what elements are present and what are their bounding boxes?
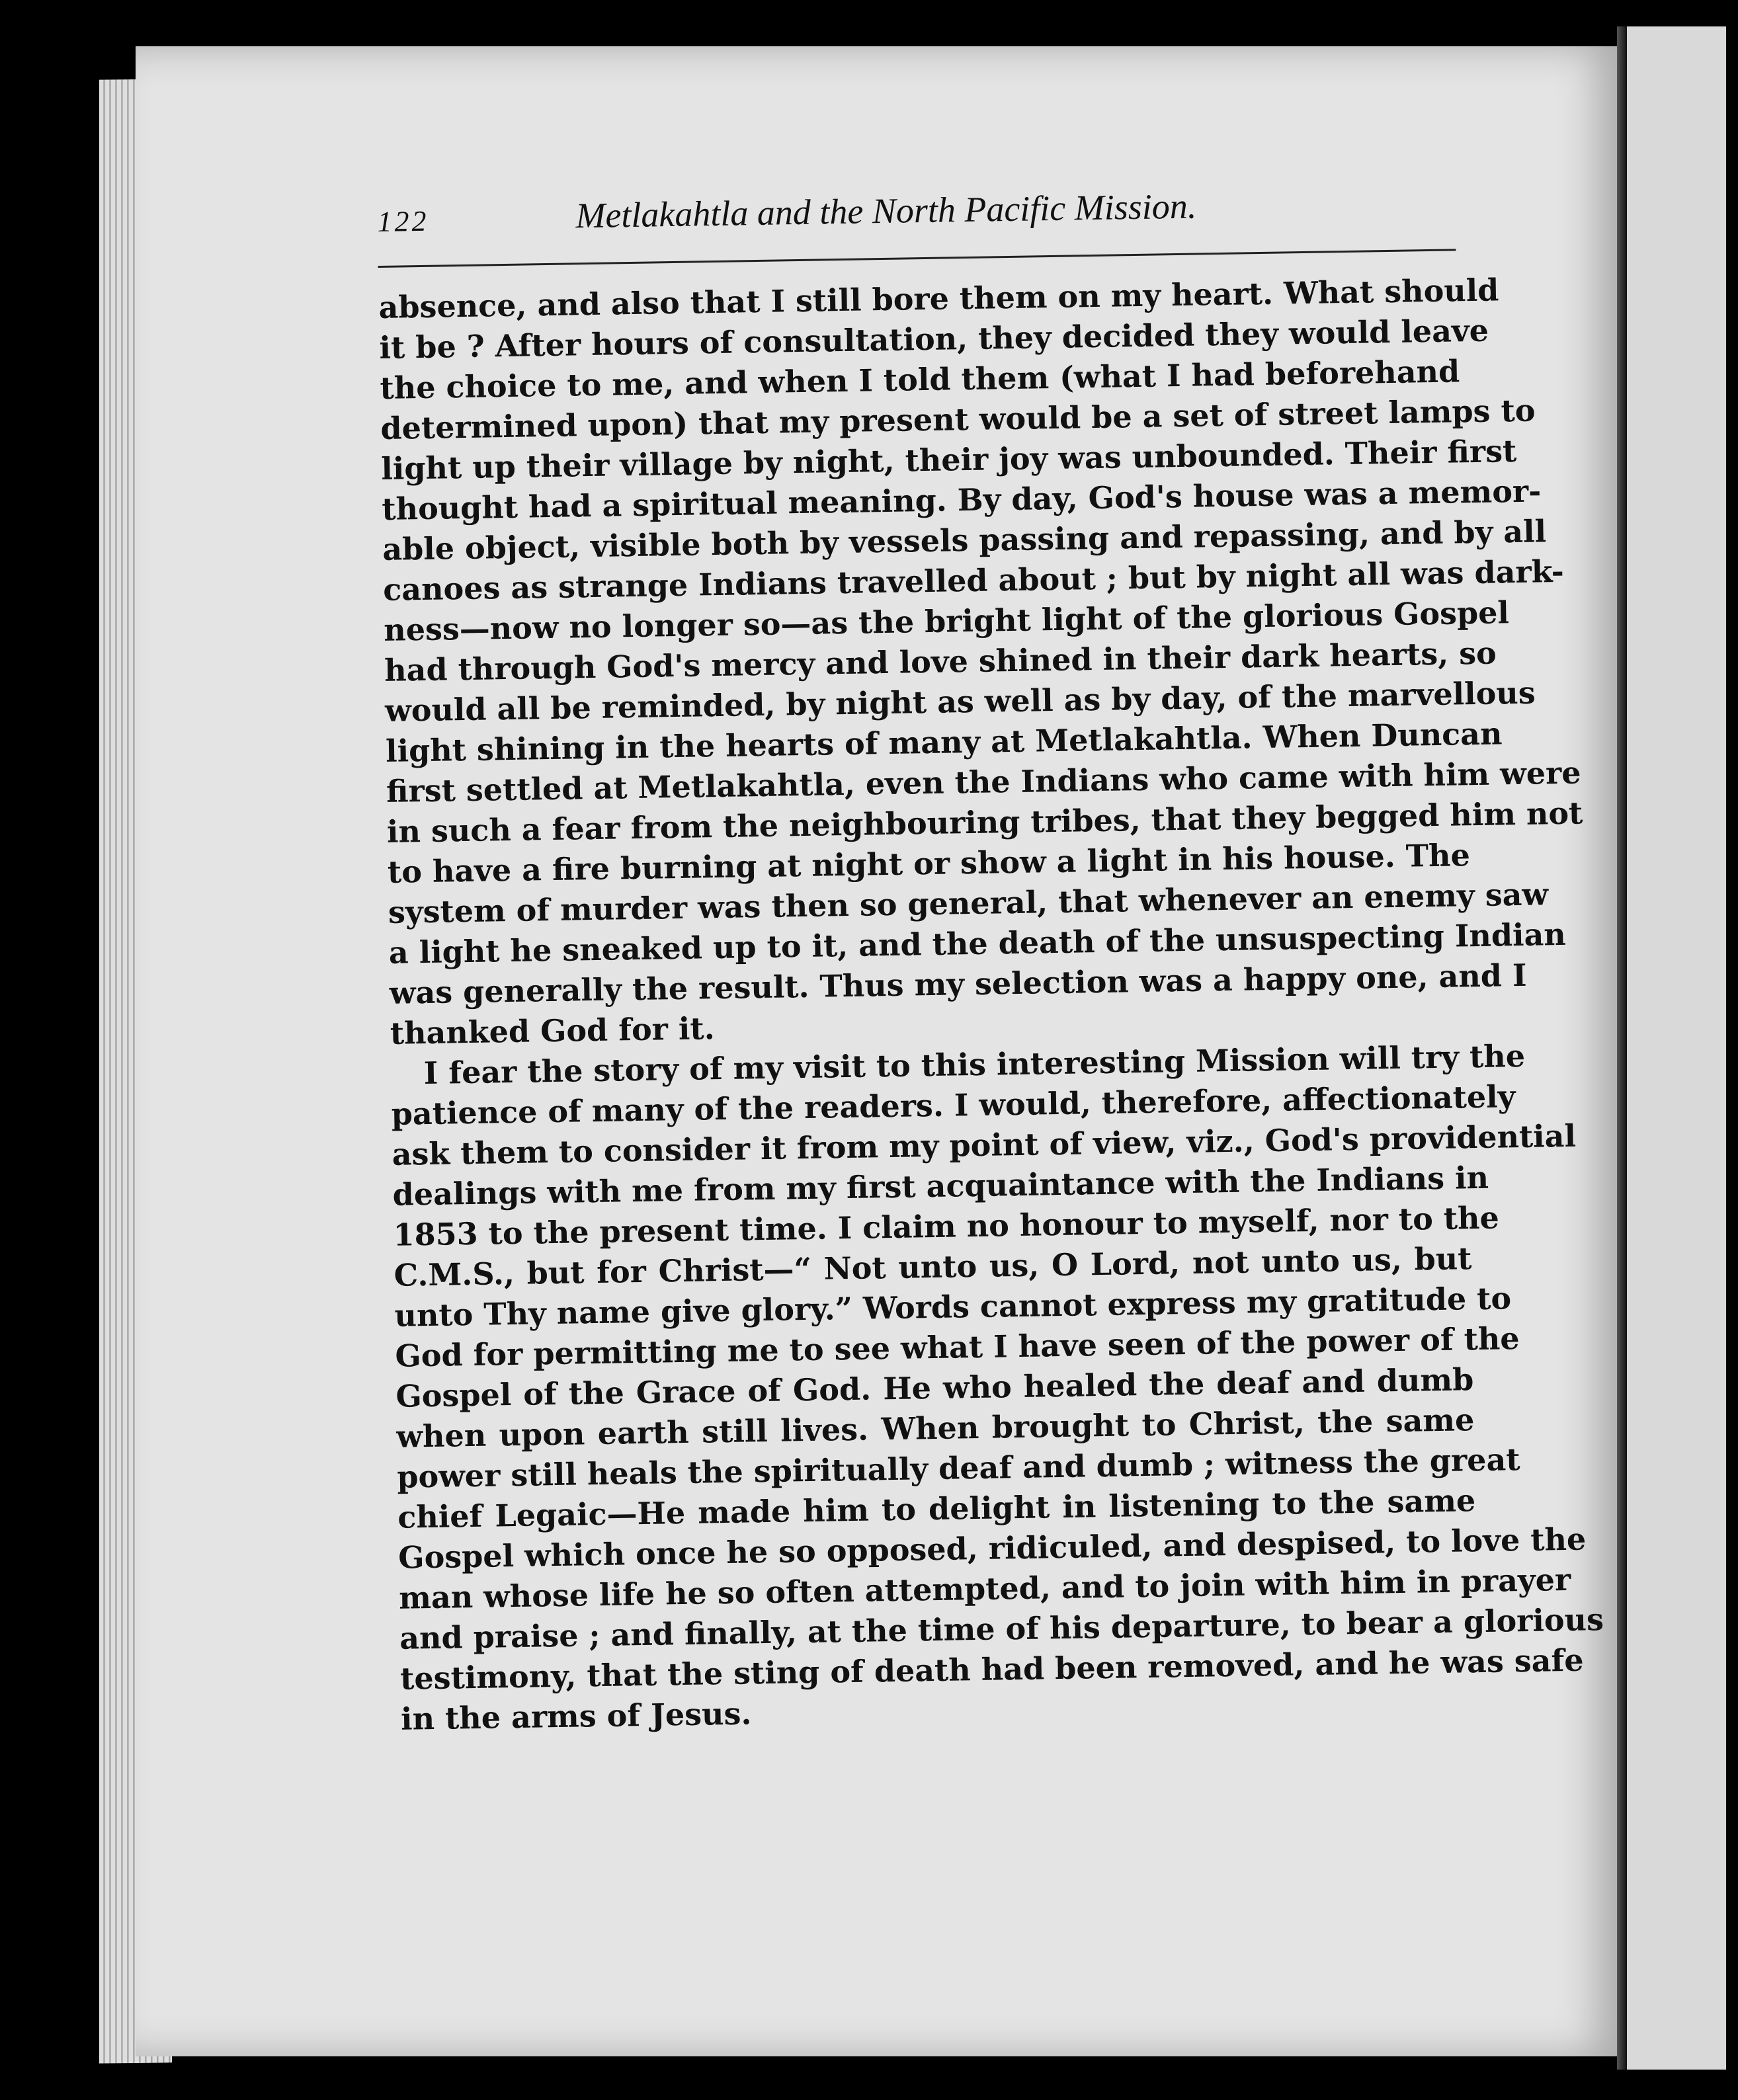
text-line: C.M.S., but for Christ—“ Not unto us, O Lord, not unto us, but <box>393 1240 1472 1293</box>
text-line: canoes as strange Indians travelled about ; but by night all was dark- <box>382 553 1565 608</box>
text-line: would all be reminded, by night as well as by day, of the marvellous <box>384 674 1536 729</box>
text-line: in such a fear from the neighbouring tribes, that they begged him not <box>386 795 1583 850</box>
right-page-edge <box>1627 26 1726 2070</box>
text-line: able object, visible both by vessels passing and repassing, and by all <box>382 513 1547 567</box>
text-line: Gospel of the Grace of God. He who healed the deaf and dumb <box>395 1361 1474 1414</box>
paragraph-1 <box>378 270 1583 1054</box>
text-line: had through God's mercy and love shined in their dark hearts, so <box>384 635 1497 688</box>
text-line: in the arms of Jesus. <box>400 1695 752 1737</box>
text-line: the choice to me, and when I told them (what I had beforehand <box>380 353 1460 406</box>
text-line: was generally the result. Thus my selection was a happy one, and I <box>389 957 1527 1011</box>
text-line: ness—now no longer so—as the bright light of the glorious Gospel <box>383 594 1510 648</box>
text-line: determined upon) that my present would be a set of street lamps to <box>380 392 1536 446</box>
text-line: light shining in the hearts of many at Metlakahtla. When Duncan <box>385 715 1503 769</box>
header-rule <box>378 249 1456 268</box>
text-line: first settled at Metlakahtla, even the Indians who came with him were <box>386 754 1581 809</box>
page-content <box>377 181 1604 1740</box>
text-line: patience of many of the readers. I would, therefore, affectionately <box>391 1078 1516 1132</box>
text-line: and praise ; and finally, at the time of his departure, to bear a glorious <box>399 1601 1604 1656</box>
text-line: light up their village by night, their joy was unbounded. Their first <box>381 432 1517 487</box>
text-line: system of murder was then so general, that whenever an enemy saw <box>388 876 1549 930</box>
text-line: thought had a spiritual meaning. By day, God's house was a memor- <box>381 473 1542 527</box>
text-line: absence, and also that I still bore them on my heart. What should <box>378 272 1499 325</box>
text-line: power still heals the spiritually deaf and dumb ; witness the great <box>396 1441 1520 1495</box>
text-line: 1853 to the present time. I claim no honour to myself, nor to the <box>393 1199 1500 1253</box>
text-line: when upon earth still lives. When brought to Christ, the same <box>395 1402 1475 1455</box>
text-line: Gospel which once he so opposed, ridiculed, and despised, to love the <box>397 1521 1587 1576</box>
text-line: testimony, that the sting of death had been removed, and he was safe <box>399 1642 1584 1697</box>
text-line: I fear the story of my visit to this interesting Mission will try the <box>423 1037 1526 1092</box>
text-line: it be ? After hours of consultation, they decided they would leave <box>379 312 1489 366</box>
page-number: 122 <box>377 204 429 238</box>
paragraph-2 <box>390 1037 1604 1740</box>
running-title: Metlakahtla and the North Pacific Mission. <box>575 186 1197 236</box>
text-line: God for permitting me to see what I have seen of the power of the <box>395 1320 1520 1374</box>
text-line: thanked God for it. <box>390 1010 716 1051</box>
text-line: dealings with me from my first acquaintance with the Indians in <box>392 1159 1489 1213</box>
text-line: a light he sneaked up to it, and the death of the unsuspecting Indian <box>388 916 1567 971</box>
text-line: man whose life he so often attempted, and to join with him in prayer <box>398 1561 1571 1616</box>
text-line: ask them to consider it from my point of view, viz., God's providential <box>392 1117 1577 1172</box>
text-line: to have a fire burning at night or show a light in his house. The <box>387 837 1471 890</box>
text-line: chief Legaic—He made him to delight in listening to the same <box>397 1482 1476 1535</box>
text-line: unto Thy name give glory.” Words cannot express my gratitude to <box>394 1280 1512 1334</box>
